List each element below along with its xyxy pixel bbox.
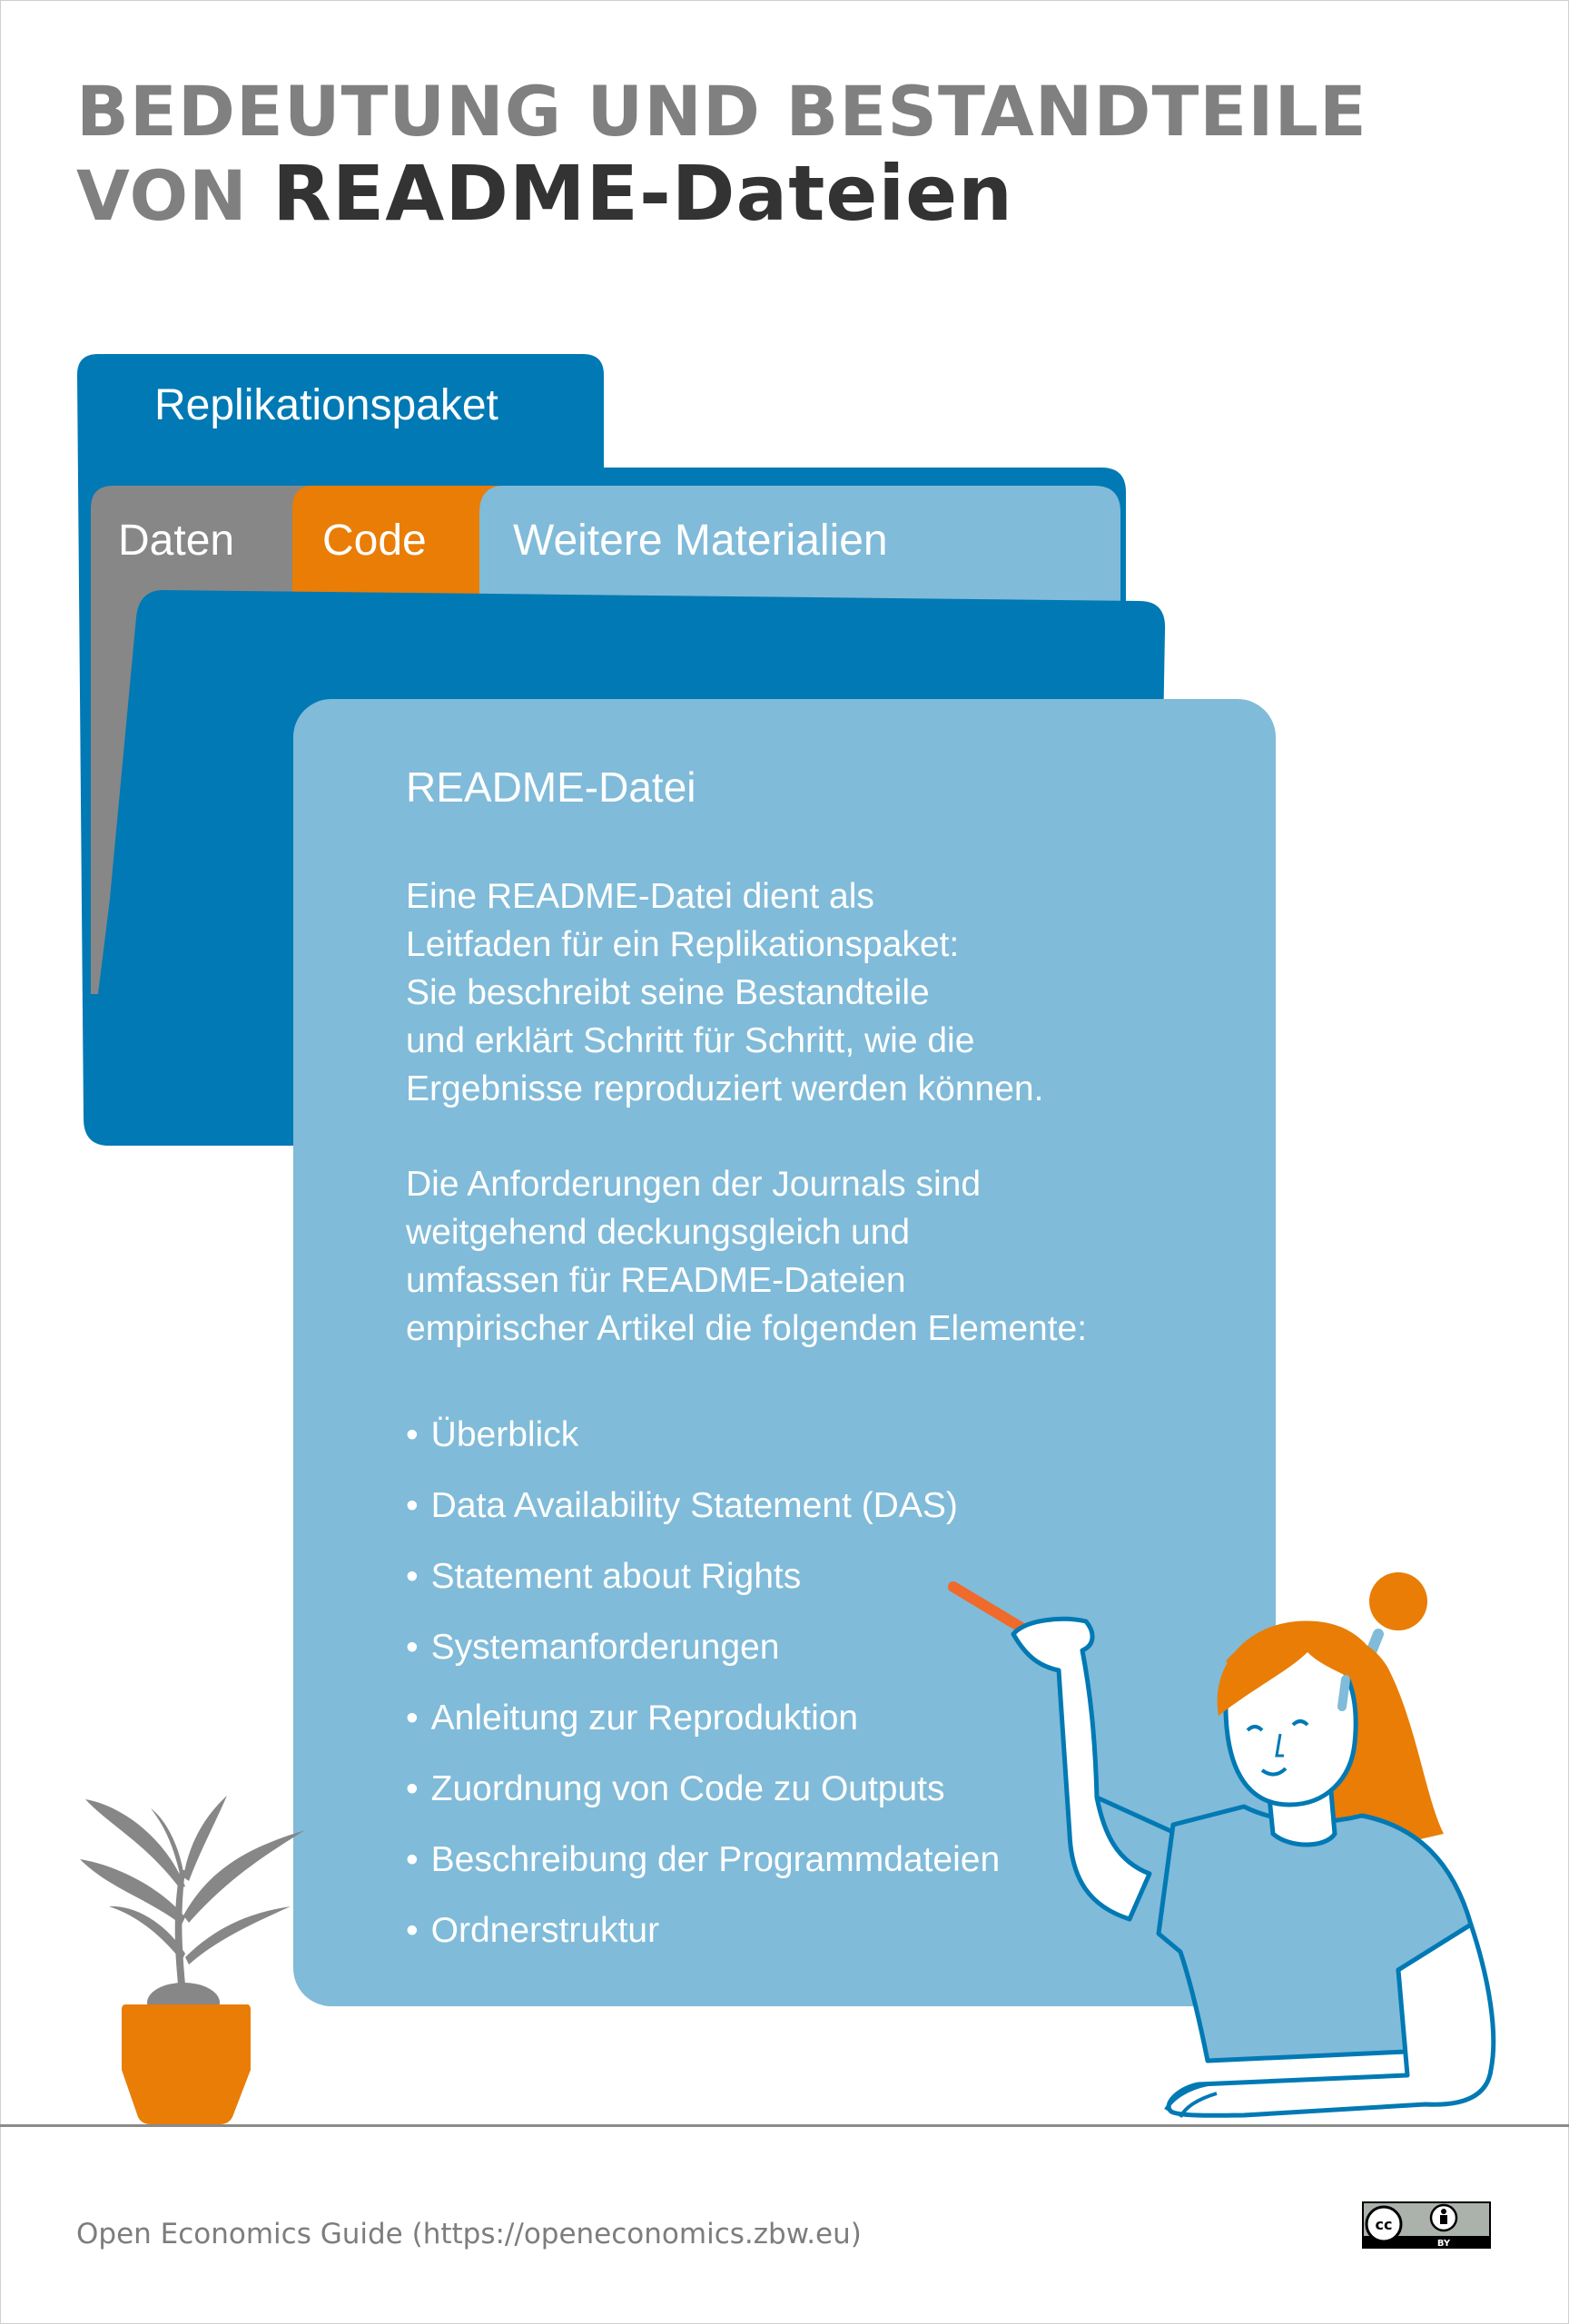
plant-illustration	[73, 1779, 318, 2133]
list-item: • Ordnerstruktur	[406, 1896, 1241, 1966]
title-prefix: VON	[76, 155, 248, 236]
list-item: • Systemanforderungen	[406, 1612, 1241, 1683]
list-item: • Statement about Rights	[406, 1541, 1241, 1612]
list-item: • Anleitung zur Reproduktion	[406, 1683, 1241, 1754]
tab-daten: Daten	[118, 517, 235, 565]
list-item: • Zuordnung von Code zu Outputs	[406, 1754, 1241, 1825]
readme-paragraph-2: Die Anforderungen der Journals sind weitgehend deckungsgleich und umfassen für README-Dateien empirischer Artikel die folgenden Elemente:	[406, 1165, 1088, 1349]
plant-pot	[122, 2004, 251, 2124]
list-item: • Beschreibung der Programmdateien	[406, 1825, 1241, 1896]
license-cc-text: cc	[1375, 2216, 1393, 2233]
footer-source: Open Economics Guide (https://openeconomics.zbw.eu)	[76, 2218, 862, 2250]
readme-paragraph-1: Eine README-Datei dient als Leitfaden für ein Replikationspaket: Sie beschreibt seine Bestandteile und erklärt Schritt für Schritt, wie die Ergebnisse reproduziert werden können.	[406, 877, 1044, 1109]
ground-line	[0, 2124, 1569, 2127]
title-line-1: BEDEUTUNG UND BESTANDTEILE	[76, 71, 1367, 152]
cc-by-license-icon	[1362, 2201, 1491, 2249]
list-item: • Überblick	[406, 1400, 1241, 1471]
license-by-text: BY	[1436, 2239, 1451, 2249]
list-item: • Data Availability Statement (DAS)	[406, 1471, 1241, 1541]
tab-weitere-materialien: Weitere Materialien	[513, 517, 888, 565]
readme-title: README-Datei	[406, 763, 696, 811]
tab-code: Code	[322, 517, 427, 565]
title-emphasis: README-Dateien	[272, 149, 1013, 238]
person-illustration	[935, 1561, 1534, 2142]
folder-label: Replikationspaket	[154, 381, 498, 429]
